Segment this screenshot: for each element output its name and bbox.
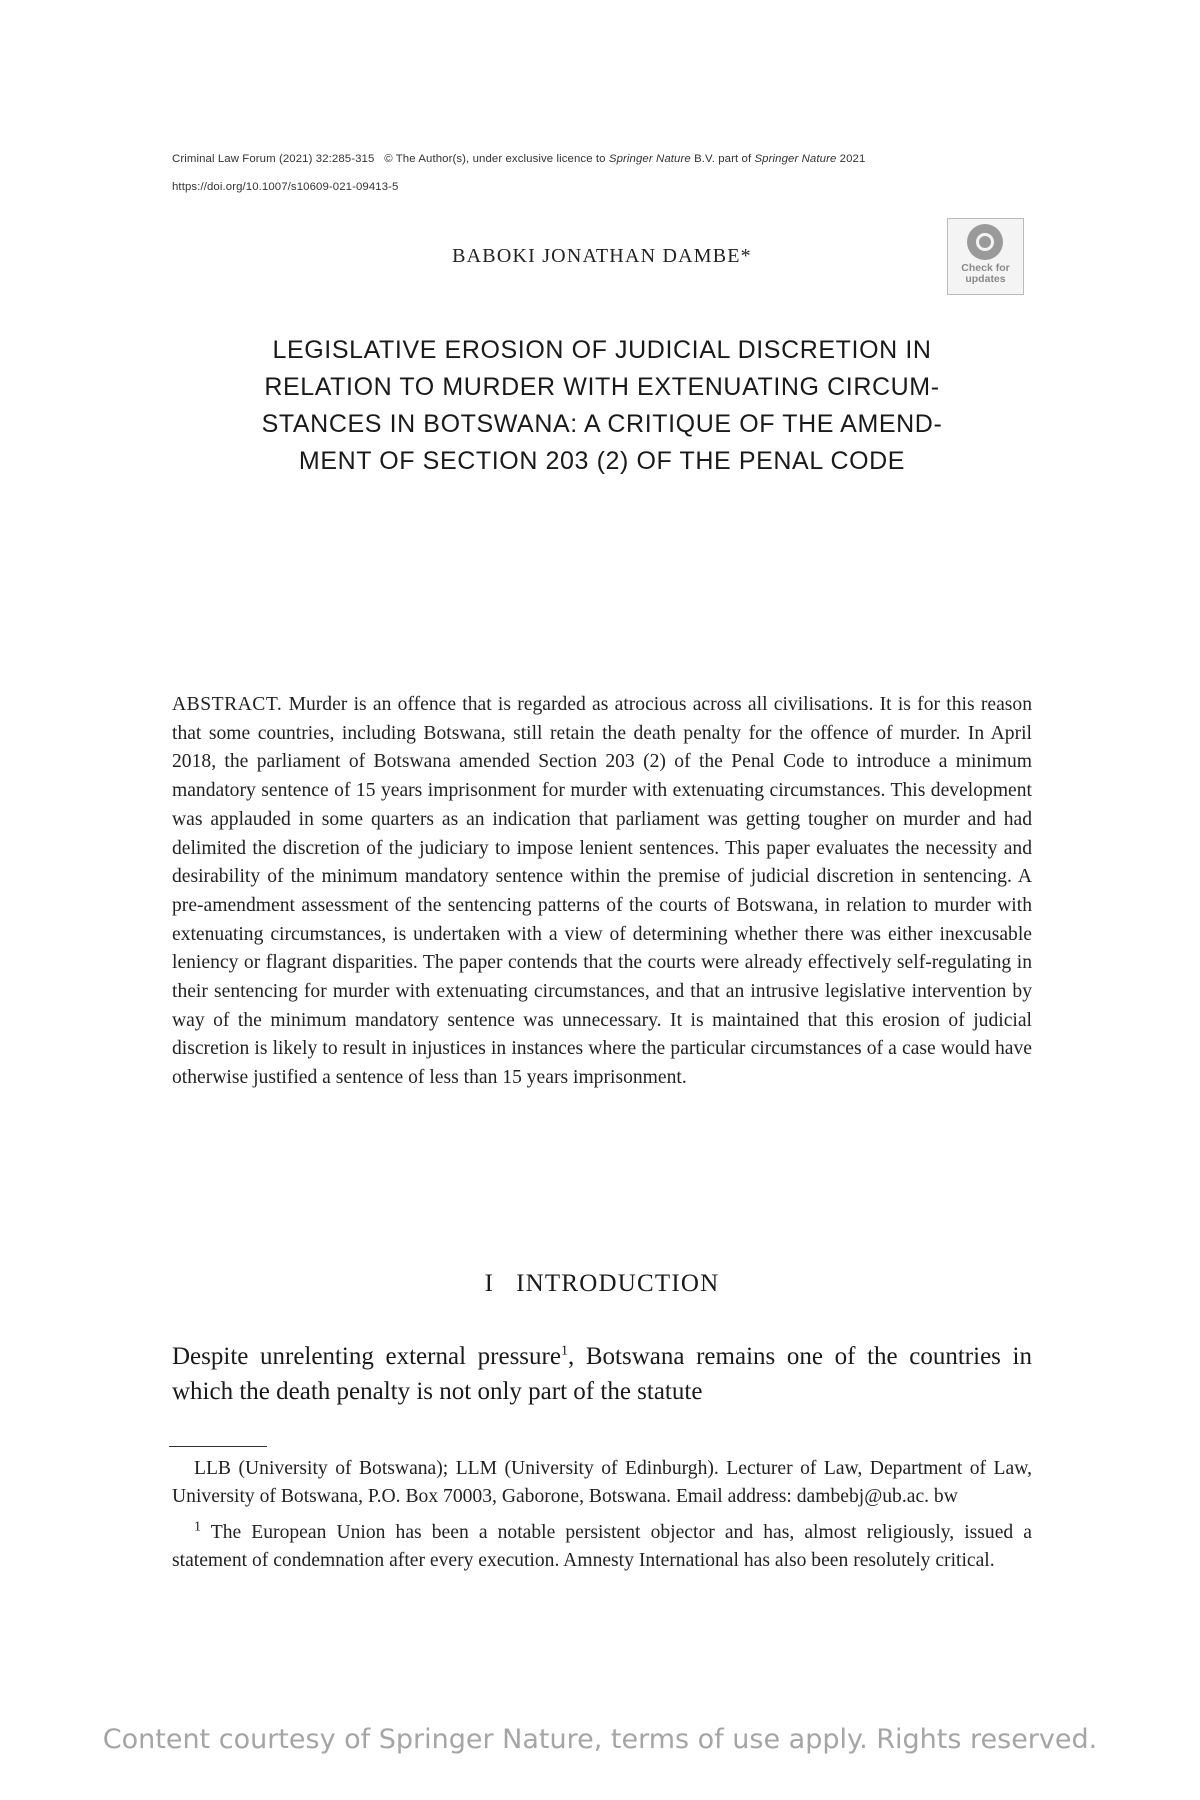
abstract-label: ABSTRACT. (172, 694, 283, 715)
copyright-year: 2021 (836, 153, 866, 165)
courtesy-watermark: Content courtesy of Springer Nature, terms of use apply. Rights reserved. (102, 1724, 1098, 1755)
title-line: LEGISLATIVE EROSION OF JUDICIAL DISCRETION IN (272, 336, 932, 364)
journal-citation-line (172, 153, 1032, 165)
check-for-updates-badge[interactable] (947, 218, 1024, 295)
abstract-text: Murder is an offence that is regarded as atrocious across all civilisations. It is for this reason that some countries, including Botswana, still retain the death penalty for the offence of murder. In April 2018, the parliament of Botswana amended Section 203 (2) of the Penal Code to introduce a minimum mandatory sentence of 15 years imprisonment for murder with extenuating circumstances. This development was applauded in some quarters as an indication that parliament was getting tougher on murder and had delimited the discretion of the judiciary to impose lenient sentences. This paper evaluates the necessity and desirability of the minimum mandatory sentence within the premise of judicial discretion in sentencing. A pre-amendment assessment of the sentencing patterns of the courts of Botswana, in relation to murder with extenuating circumstances, is undertaken with a view of determining whether there was either inexcusable leniency or flagrant disparities. The paper contends that the courts were already effectively self-regulating in their sentencing for murder with extenuating circumstances, and that an intrusive legislative intervention by way of the minimum mandatory sentence was unnecessary. It is maintained that this erosion of judicial discretion is likely to result in injustices in instances where the particular circumstances of a case would have otherwise justified a sentence of less than 15 years imprisonment. (172, 694, 1032, 1089)
check-for-updates-line2: updates (965, 273, 1006, 285)
footnote-1-marker: 1 (194, 1519, 201, 1535)
footnotes (172, 1455, 1032, 1576)
author-name: BABOKI JONATHAN DAMBE* (452, 245, 752, 267)
paper-title (172, 332, 1032, 480)
footnote-reference[interactable]: 1 (560, 1343, 568, 1359)
author-footnote: LLB (University of Botswana); LLM (University of Edinburgh). Lecturer of Law, Department of Law, University of Botswana, P.O. Box 70003, Gaborone, Botswana. Email address: dambebj@ub.ac. bw (172, 1458, 1032, 1508)
doi-link[interactable]: https://doi.org/10.1007/s10609-021-09413-5 (172, 181, 399, 193)
crossmark-icon (967, 224, 1003, 260)
publisher-name: Springer Nature (608, 153, 691, 165)
abstract (172, 691, 1032, 1093)
copyright-prefix: © The Author(s), under exclusive licence to (384, 153, 609, 165)
copyright-middle: B.V. part of (690, 153, 755, 165)
section-heading (172, 1270, 1032, 1298)
intro-text-start: Despite unrelenting external pressure (172, 1343, 561, 1370)
section-number: I (484, 1270, 495, 1297)
title-line: STANCES IN BOTSWANA: A CRITIQUE OF THE AMEND- (261, 410, 943, 438)
footnote-divider (169, 1446, 267, 1447)
journal-reference: Criminal Law Forum (2021) 32:285-315 (172, 153, 375, 165)
section-title: INTRODUCTION (516, 1270, 720, 1297)
intro-text-end: , Botswana remains one of the countries in which the death penalty is not only part of the statute (172, 1343, 1032, 1405)
publisher-name-2: Springer Nature (754, 153, 837, 165)
title-line: RELATION TO MURDER WITH EXTENUATING CIRCUM- (264, 373, 940, 401)
check-for-updates-line1: Check for (961, 262, 1010, 274)
intro-paragraph (172, 1339, 1032, 1409)
title-line: MENT OF SECTION 203 (2) OF THE PENAL CODE (298, 447, 906, 475)
footnote-1 (172, 1519, 1032, 1576)
check-for-updates-label (948, 263, 1023, 285)
footnote-1-text: The European Union has been a notable persistent objector and has, almost religiously, issued a statement of condemnation after every execution. Amnesty International has also been resolutely critical. (172, 1521, 1032, 1572)
